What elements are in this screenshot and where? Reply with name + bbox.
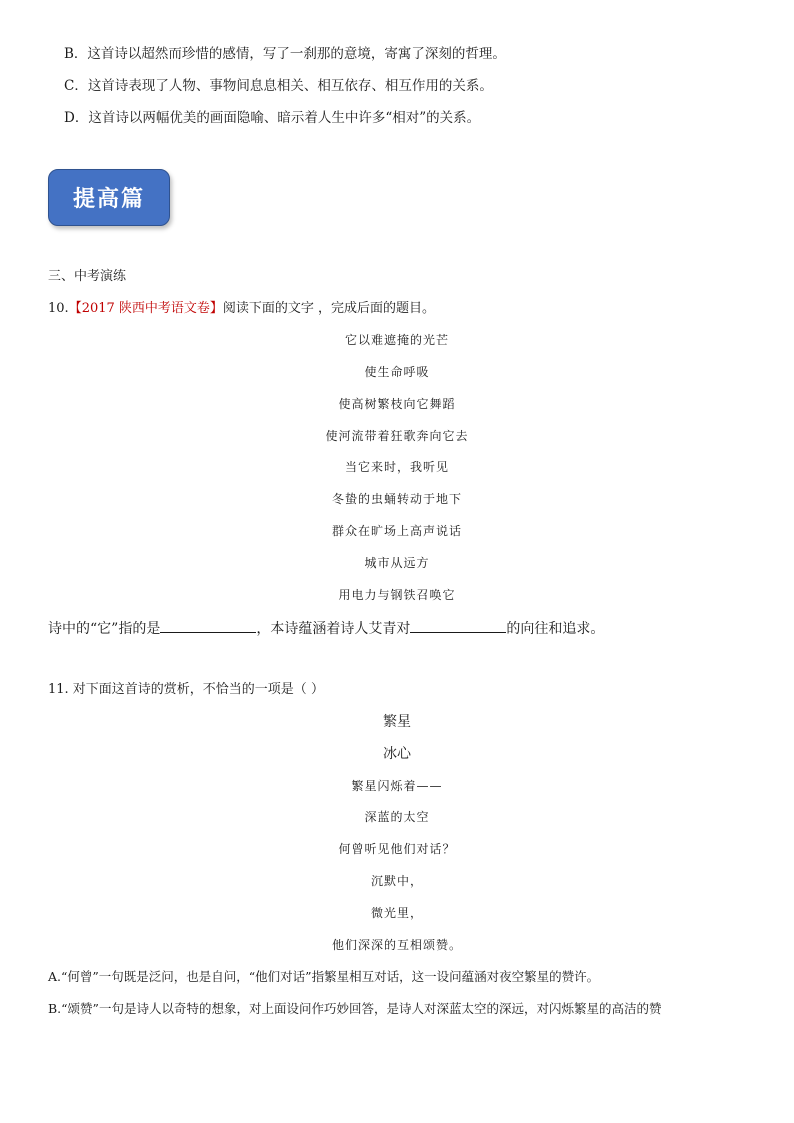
poem-title: 繁星 — [383, 714, 411, 730]
poem-line: 他们深深的互相颂赞。 — [331, 938, 462, 952]
question-10-header — [48, 300, 435, 318]
poem-line: 繁星闪烁着—— — [351, 779, 443, 793]
section-badge — [48, 169, 170, 226]
question-prompt: 阅读下面的文字 ，完成后面的题目。 — [222, 301, 436, 316]
poem-line: 使河流带着狂歌奔向它去 — [325, 429, 469, 443]
section-badge-label: 提高篇 — [72, 186, 145, 212]
poem-line: 用电力与钢铁召唤它 — [338, 588, 456, 602]
poem-line: 城市从远方 — [364, 556, 430, 570]
option-a: A.“何曾”一句既是泛问，也是自问，“他们对话”指繁星相互对话，这一设问蕴涵对夜空繁星的赞许。 — [48, 969, 600, 984]
source-tag: 【2017 陕西中考语文卷】 — [68, 301, 223, 316]
poem-line: 何曾听见他们对话？ — [338, 842, 456, 856]
section-heading: 三、中考演练 — [48, 269, 127, 284]
option-b: B.“颂赞”一句是诗人以奇特的想象，对上面设问作巧妙回答，是诗人对深蓝太空的深远，对闪烁繁星的高洁的赞 — [48, 1001, 662, 1016]
poem-line: 沉默中， — [370, 874, 423, 888]
option-c-prev: C．这首诗表现了人物、事物间息息相关、相互依存、相互作用的关系。 — [64, 78, 493, 94]
fill-in-question — [48, 618, 604, 638]
option-d-prev: D．这首诗以两幅优美的画面隐喻、暗示着人生中许多“相对”的关系。 — [64, 110, 481, 126]
fill-text-1: 诗中的“它”指的是 — [48, 621, 161, 637]
fill-text-3: 的向往和追求。 — [506, 621, 605, 637]
fill-text-2: ，本诗蕴涵着诗人艾青对 — [256, 621, 411, 637]
poem-line: 它以难遮掩的光芒 — [344, 333, 449, 347]
poem-line: 微光里， — [370, 906, 423, 920]
poem-line: 群众在旷场上高声说话 — [331, 524, 462, 538]
answer-blank-2[interactable] — [410, 618, 506, 633]
poem-line: 深蓝的太空 — [364, 810, 430, 824]
answer-blank-1[interactable] — [160, 618, 256, 633]
poem-line: 当它来时，我听见 — [344, 460, 449, 474]
poem-line: 使高树繁枝向它舞蹈 — [338, 397, 456, 411]
option-b-prev: B．这首诗以超然而珍惜的感情，写了一刹那的意境，寄寓了深刻的哲理。 — [64, 46, 506, 62]
poem-line: 冬蛰的虫蛹转动于地下 — [331, 492, 462, 506]
question-number: 10. — [48, 301, 69, 316]
question-11-prompt: 11. 对下面这首诗的赏析，不恰当的一项是（ ） — [48, 682, 324, 697]
poem-author: 冰心 — [383, 746, 411, 762]
poem-line: 使生命呼吸 — [364, 365, 430, 379]
